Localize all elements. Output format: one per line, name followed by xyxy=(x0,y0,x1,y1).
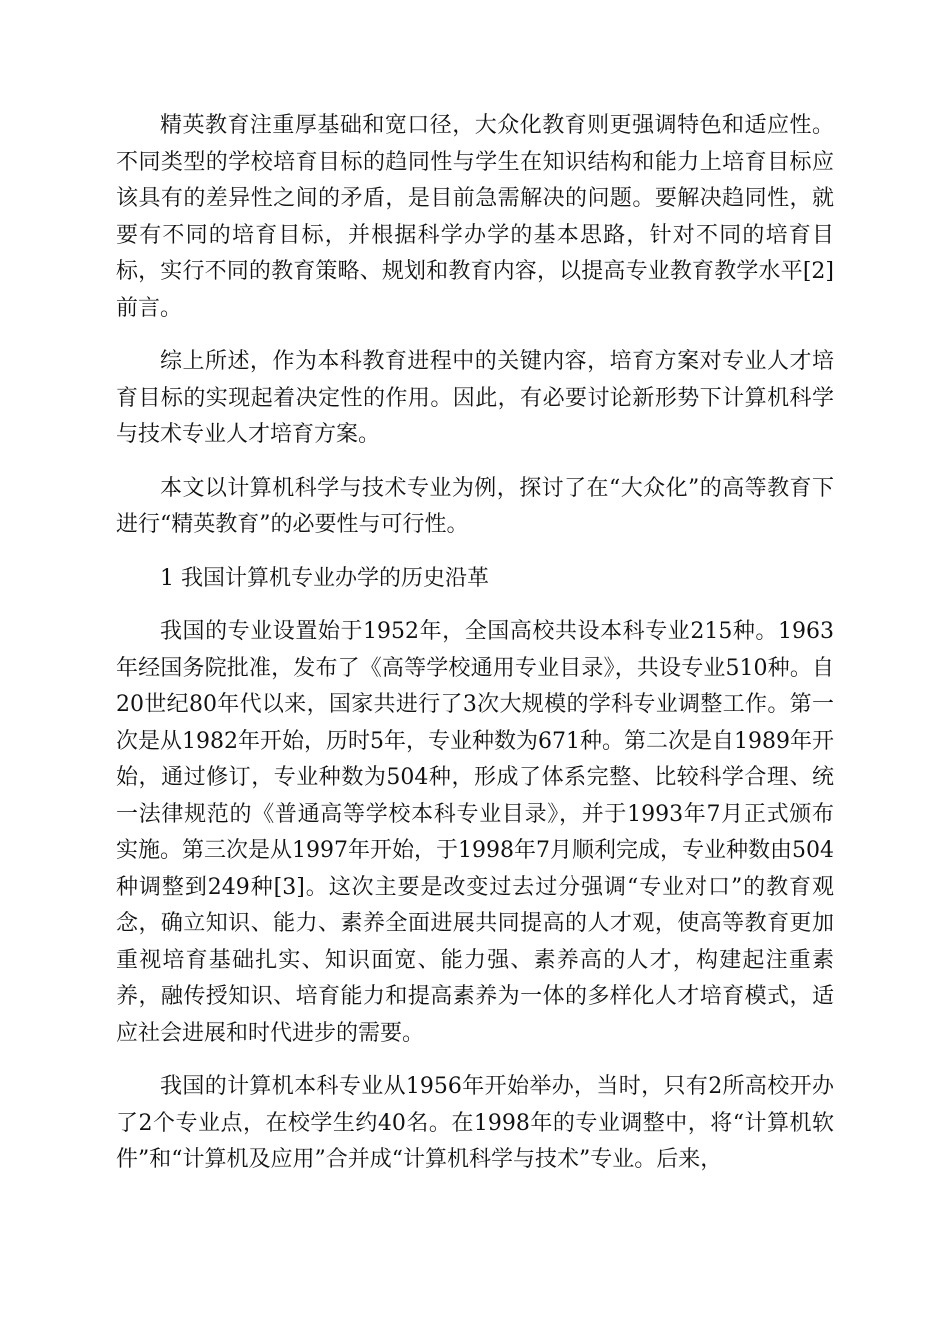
paragraph-computer-major: 我国的计算机本科专业从1956年开始举办，当时，只有2所高校开办了2个专业点，在校学生约40名。在1998年的专业调整中，将“计算机软件”和“计算机及应用”合并成“计算机科学与技术”专业。后来， xyxy=(116,1074,834,1172)
paragraph-summary: 综上所述，作为本科教育进程中的关键内容，培育方案对专业人才培育目标的实现起着决定性的作用。因此，有必要讨论新形势下计算机科学与技术专业人才培育方案。 xyxy=(116,349,834,447)
paragraph-elite-education: 精英教育注重厚基础和宽口径，大众化教育则更强调特色和适应性。不同类型的学校培育目标的趋同性与学生在知识结构和能力上培育目标应该具有的差异性之间的矛盾，是目前急需解决的问题。要解决趋同性，就要有不同的培育目标，并根据科学办学的基本思路，针对不同的培育目标，实行不同的教育策略、规划和教育内容，以提高专业教育教学水平[2]前言。 xyxy=(116,113,834,321)
paragraph-history: 我国的专业设置始于1952年，全国高校共设本科专业215种。1963年经国务院批准，发布了《高等学校通用专业目录》，共设专业510种。自20世纪80年代以来，国家共进行了3次大规模的学科专业调整工作。第一次是从1982年开始，历时5年，专业种数为671种。第二次是自1989年开始，通过修订，专业种数为504种，形成了体系完整、比较科学合理、统一法律规范的《普通高等学校本科专业目录》，并于1993年7月正式颁布实施。第三次是从1997年开始，于1998年7月顺利完成，专业种数由504种调整到249种[3]。这次主要是改变过去过分强调“专业对口”的教育观念，确立知识、能力、素养全面进展共同提高的人才观，使高等教育更加重视培育基础扎实、知识面宽、能力强、素养高的人才，构建起注重素养，融传授知识、培育能力和提高素养为一体的多样化人才培育模式，适应社会进展和时代进步的需要。 xyxy=(116,619,834,1046)
paragraph-purpose: 本文以计算机科学与技术专业为例，探讨了在“大众化”的高等教育下进行“精英教育”的必要性与可行性。 xyxy=(116,475,834,537)
document-page xyxy=(116,108,834,1196)
section-heading: 1 我国计算机专业办学的历史沿革 xyxy=(160,565,489,591)
